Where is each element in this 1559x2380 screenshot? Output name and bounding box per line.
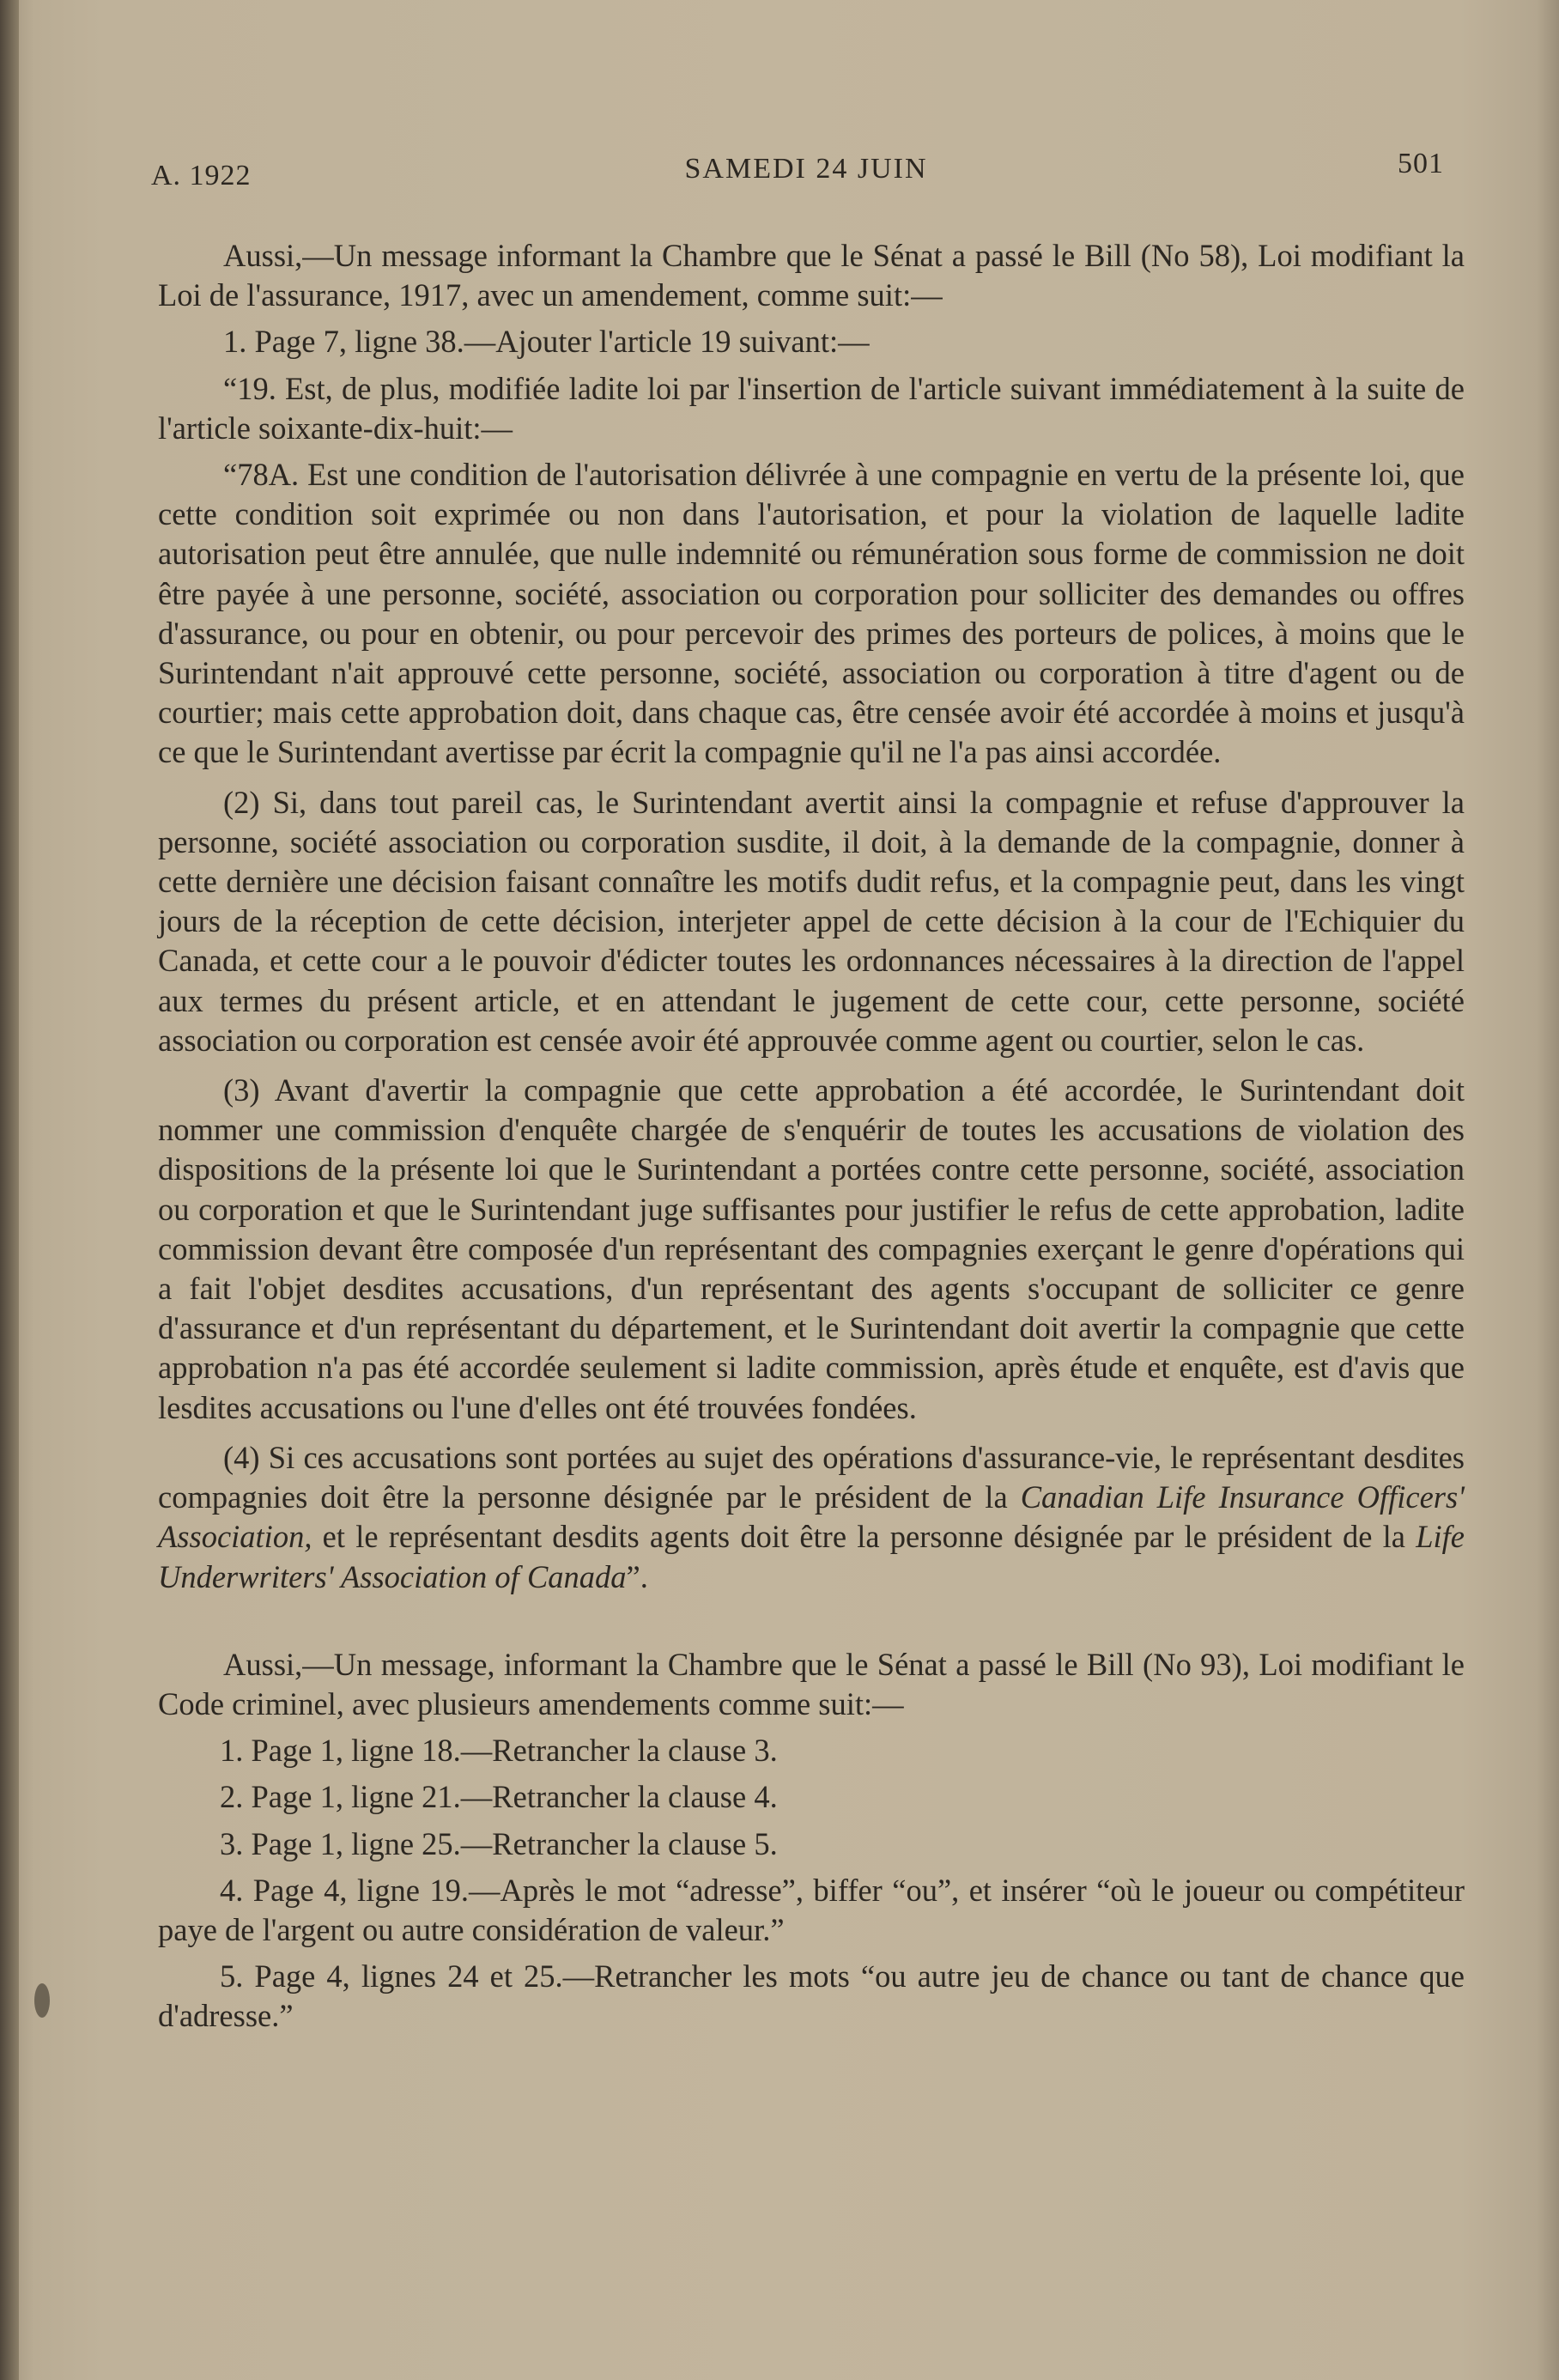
paragraph-subsection-2: (2) Si, dans tout pareil cas, le Surintendant avertit ainsi la compagnie et refuse d'approuver la personne, société association ou corporation susdite, il doit, à la demande de la compagnie, donner à cette dernière une décision faisant connaître les motifs dudit refus, et la compagnie peut, dans les vingt jours de la réception de cette décision, interjeter appel de cette décision à la cour de l'Echiquier du Canada, et cette cour a le pouvoir d'édicter toutes les ordonnances nécessaires à la direction de l'appel aux termes du présent article, et en attendant le jugement de cette cour, cette personne, société association ou corporation est censée avoir été approuvée comme agent ou courtier, selon le cas. (158, 784, 1465, 1058)
paragraph-message-bill-93: Aussi,—Un message, informant la Chambre que le Sénat a passé le Bill (No 93), Loi modifiant le Code criminel, avec plusieurs amendements comme suit:— (158, 1646, 1465, 1721)
binding-mark (34, 1983, 50, 2018)
paragraph-article-78a: “78A. Est une condition de l'autorisation délivrée à une compagnie en vertu de la présente loi, que cette condition soit exprimée ou non dans l'autorisation, et pour la violation de laquelle ladite autorisation peut être annulée, que nulle indemnité ou rémunération sous forme de commission ne doit être payée à une personne, société, association ou corporation pour solliciter des demandes ou offres d'assurance, ou pour en obtenir, ou pour percevoir des primes des porteurs de polices, à moins que le Surintendant n'ait approuvé cette personne, société, association ou corporation à titre d'agent ou de courtier; mais cette approbation doit, dans chaque cas, être censée avoir été accordée à moins et jusqu'à ce que le Surintendant avertisse par écrit la compagnie qu'il ne l'a pas ainsi accordée. (158, 457, 1465, 770)
paragraph-subsection-4 (158, 1438, 1465, 1597)
subsection-4-end: ”. (626, 1558, 648, 1594)
paragraph-message-bill-58: Aussi,—Un message informant la Chambre que le Sénat a passé le Bill (No 58), Loi modifiant la Loi de l'assurance, 1917, avec un amendement, comme suit:— (158, 238, 1465, 313)
amendment-item-1: 1. Page 1, ligne 18.—Retrancher la clause 3. (220, 1733, 778, 1769)
page-header (151, 148, 1461, 196)
amendment-item-3: 3. Page 1, ligne 25.—Retrancher la clause 5. (220, 1825, 778, 1861)
amendment-item-4: 4. Page 4, ligne 19.—Après le mot “adresse”, biffer “ou”, et insérer “où le joueur ou compétiteur paye de l'argent ou autre considération de valeur.” (158, 1872, 1465, 1947)
subsection-4-italic-1: Canadian Life Insurance Officers' Association, (158, 1479, 1465, 1555)
subsection-4-text-1: (4) Si ces accusations sont portées au sujet des opérations d'assurance-vie, le représentant desdites compagnies doit être la personne désignée par le président de la (158, 1439, 1465, 1515)
paragraph-article-19: “19. Est, de plus, modifiée ladite loi par l'insertion de l'article suivant immédiatement à la suite de l'article soixante-dix-huit:— (158, 370, 1465, 446)
amendment-item-2: 2. Page 1, ligne 21.—Retrancher la clause 4. (220, 1779, 778, 1815)
paragraph-subsection-3: (3) Avant d'avertir la compagnie que cette approbation a été accordée, le Surintendant doit nommer une commission d'enquête chargée de s'enquérir de toutes les accusations de violation des dispositions de la présente loi que le Surintendant a portées contre cette personne, société, association ou corporation et que le Surintendant juge suffisantes pour justifier le refus de cette approbation, ladite commission devant être composée d'un représentant des compagnies exerçant le genre d'opérations qui a fait l'objet desdites accusations, d'un représentant des agents s'occupant de solliciter ce genre d'assurance et d'un représentant du département, et le Surintendant doit avertir la compagnie que cette approbation n'a pas été accordée seulement si ladite commission, après étude et enquête, est d'avis que lesdites accusations ou l'une d'elles ont été trouvées fondées. (158, 1072, 1465, 1425)
header-page-number: 501 (1398, 148, 1444, 179)
paragraph-page7-amendment: 1. Page 7, ligne 38.—Ajouter l'article 19 suivant:— (223, 324, 870, 360)
document-body (158, 236, 1465, 2043)
amendment-item-5: 5. Page 4, lignes 24 et 25.—Retrancher les mots “ou autre jeu de chance ou tant de chance que d'adresse.” (158, 1958, 1465, 2034)
header-title: SAMEDI 24 JUIN (684, 153, 928, 185)
subsection-4-italic-2: Life Underwriters' Association of Canada (158, 1519, 1465, 1594)
subsection-4-text-2: et le représentant desdits agents doit être la personne désignée par le président de la (312, 1519, 1416, 1555)
header-year: A. 1922 (151, 160, 252, 191)
